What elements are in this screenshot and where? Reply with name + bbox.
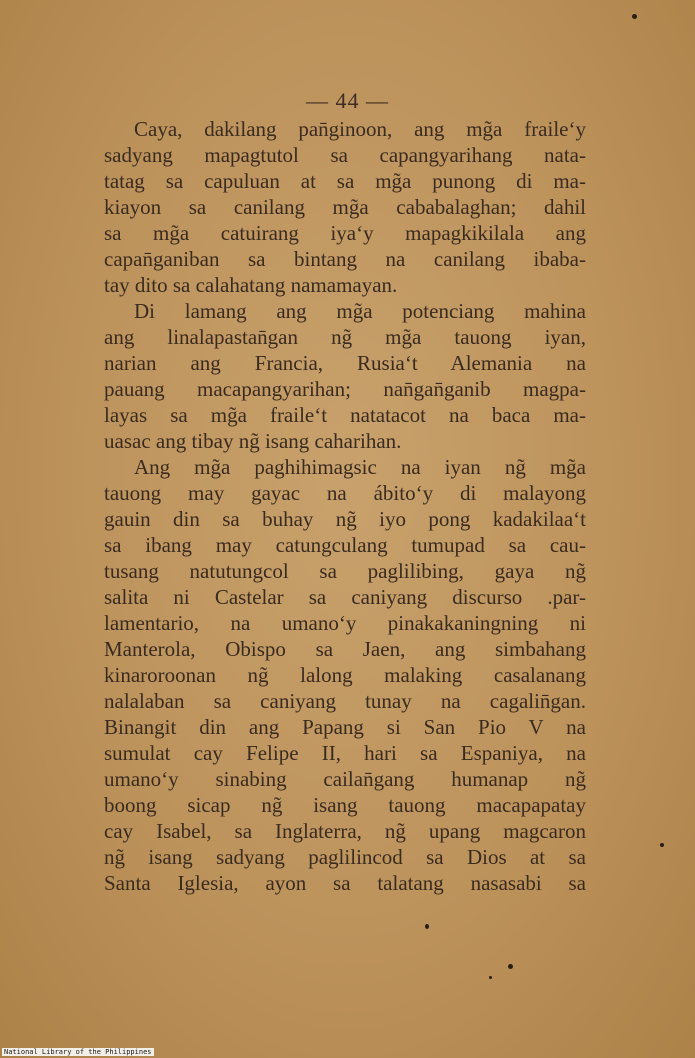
text-line: tauong may gayac na ábito‘y di malayong — [104, 481, 586, 505]
text-line: sumulat cay Felipe II, hari sa Espaniya, na — [104, 741, 586, 765]
text-line: capan̄ganiban sa bintang na canilang ibaba- — [104, 247, 586, 271]
text-line: sadyang mapagtutol sa capangyarihang nata- — [104, 143, 586, 167]
text-line: tay dito sa calahatang namamayan. — [104, 273, 398, 297]
library-credit: National Library of the Philippines — [4, 1048, 152, 1056]
text-line: Manterola, Obispo sa Jaen, ang simbahang — [104, 637, 586, 661]
ink-speck — [489, 976, 492, 979]
text-line: gauin din sa buhay ng̃ iyo pong kadakilaa‘t — [104, 507, 586, 531]
page-number: — 44 — — [306, 88, 389, 113]
text-line: Santa Iglesia, ayon sa talatang nasasabi sa — [104, 871, 586, 895]
text-line: kinaroroonan ng̃ lalong malaking casalanang — [104, 663, 586, 687]
text-line: tusang natutungcol sa paglilibing, gaya ng̃ — [104, 559, 586, 583]
text-line: ng̃ isang sadyang paglilincod sa Dios at sa — [104, 845, 586, 869]
ink-speck — [632, 14, 637, 19]
ink-speck — [660, 843, 664, 847]
text-line: Caya, dakilang pan̄ginoon, ang mg̃a fraile‘y — [134, 117, 586, 141]
ink-speck — [425, 924, 429, 929]
text-line: pauang macapangyarihan; nan̄gan̄ganib magpa- — [104, 377, 586, 401]
text-line: boong sicap ng̃ isang tauong macapapatay — [104, 793, 586, 817]
text-line: Ang mg̃a paghihimagsic na iyan ng̃ mg̃a — [134, 455, 586, 479]
text-line: sa ibang may catungculang tumupad sa cau- — [104, 533, 586, 557]
text-line: cay Isabel, sa Inglaterra, ng̃ upang magcaron — [104, 819, 586, 843]
text-line: salita ni Castelar sa caniyang discurso .par- — [104, 585, 586, 609]
body-text — [104, 116, 586, 896]
text-line: uasac ang tibay ng̃ isang caharihan. — [104, 429, 402, 453]
text-line: nalalaban sa caniyang tunay na cagalin̄gan. — [104, 689, 586, 713]
text-line: Di lamang ang mg̃a potenciang mahina — [134, 299, 586, 323]
text-line: umano‘y sinabing cailan̄gang humanap ng̃ — [104, 767, 586, 791]
text-line: kiayon sa canilang mg̃a cababalaghan; dahil — [104, 195, 586, 219]
text-line: sa mg̃a catuirang iya‘y mapagkikilala ang — [104, 221, 586, 245]
text-line: narian ang Francia, Rusia‘t Alemania na — [104, 351, 586, 375]
text-line: tatag sa capuluan at sa mg̃a punong di ma- — [104, 169, 586, 193]
text-line: ang linalapastan̄gan ng̃ mg̃a tauong iyan, — [104, 325, 586, 349]
text-line: layas sa mg̃a fraile‘t natatacot na baca ma- — [104, 403, 586, 427]
ink-speck — [508, 964, 513, 969]
text-line: Binangit din ang Papang si San Pio V na — [104, 715, 586, 739]
text-line: lamentario, na umano‘y pinakakaningning ni — [104, 611, 586, 635]
